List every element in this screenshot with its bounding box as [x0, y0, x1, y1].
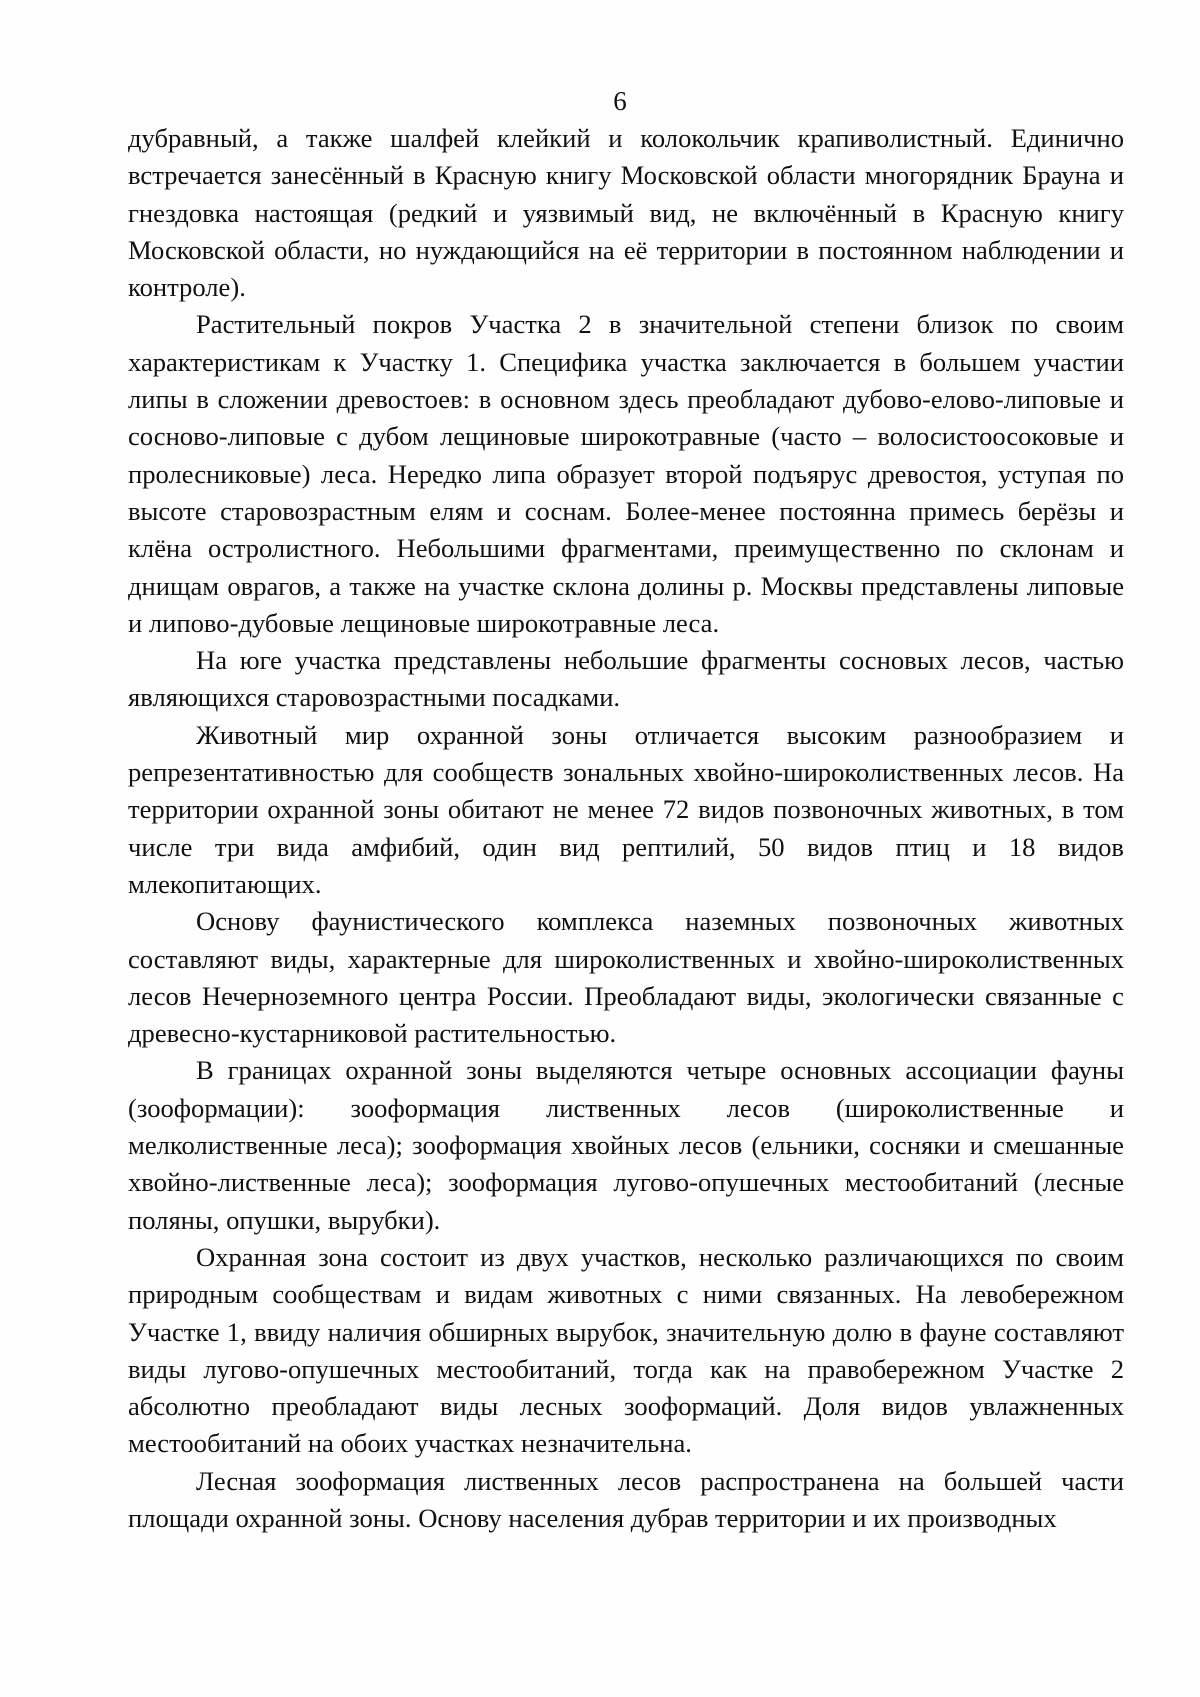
paragraph-continuation: дубравный, а также шалфей клейкий и колокольчик крапиволистный. Единично встречается занесённый в Красную книгу Московской области многорядник Брауна и гнездовка настоящая (редкий и уязвимый вид, не включённый в Красную книгу Московской области, но нуждающийся на её территории в постоянном наблюдении и контроле).	[128, 123, 1124, 303]
paragraph-zooformations: В границах охранной зоны выделяются четыре основных ассоциации фауны (зооформации): зооформация лиственных лесов (широколиственные и мелколиственные леса); зооформация хвойных лесов (ельники, сосняки и смешанные хвойно-лиственные леса); зооформация лугово-опушечных местообитаний (лесные поляны, опушки, вырубки).	[128, 1055, 1124, 1235]
paragraph-faunistic-complex: Основу фаунистического комплекса наземных позвоночных животных составляют виды, характерные для широколиственных и хвойно-широколиственных лесов Нечерноземного центра России. Преобладают виды, экологически связанные с древесно-кустарниковой растительностью.	[128, 906, 1124, 1049]
paragraph-deciduous-zooformation: Лесная зооформация лиственных лесов распространена на большей части площади охранной зоны. Основу населения дубрав территории и их производных	[128, 1465, 1124, 1533]
paragraph-animal-world: Животный мир охранной зоны отличается высоким разнообразием и репрезентативностью для сообществ зональных хвойно-широколиственных лесов. На территории охранной зоны обитают не менее 72 видов позвоночных животных, в том числе три вида амфибий, один вид рептилий, 50 видов птиц и 18 видов млекопитающих.	[128, 719, 1124, 899]
page-number: 6	[613, 86, 627, 116]
paragraph-vegetation-site-2: Растительный покров Участка 2 в значительной степени близок по своим характеристикам к Участку 1. Специфика участка заключается в большем участии липы в сложении древостоев: в основном здесь преобладают дубово-елово-липовые и сосново-липовые с дубом лещиновые широкотравные (часто – волосистоосоковые и пролесниковые) леса. Нередко липа образует второй подъярус древостоя, уступая по высоте старовозрастным елям и соснам. Более-менее постоянна примесь берёзы и клёна остролистного. Небольшими фрагментами, преимущественно по склонам и днищам оврагов, а также на участке склона долины р. Москвы представлены липовые и липово-дубовые лещиновые широкотравные леса.	[128, 309, 1124, 638]
document-body	[128, 120, 1124, 1537]
paragraph-pine-forests: На юге участка представлены небольшие фрагменты сосновых лесов, частью являющихся старовозрастными посадками.	[128, 645, 1124, 713]
paragraph-two-sites: Охранная зона состоит из двух участков, несколько различающихся по своим природным сообществам и видам животных с ними связанных. На левобережном Участке 1, ввиду наличия обширных вырубок, значительную долю в фауне составляют виды лугово-опушечных местообитаний, тогда как на правобережном Участке 2 абсолютно преобладают виды лесных зооформаций. Доля видов увлажненных местообитаний на обоих участках незначительна.	[128, 1241, 1124, 1459]
